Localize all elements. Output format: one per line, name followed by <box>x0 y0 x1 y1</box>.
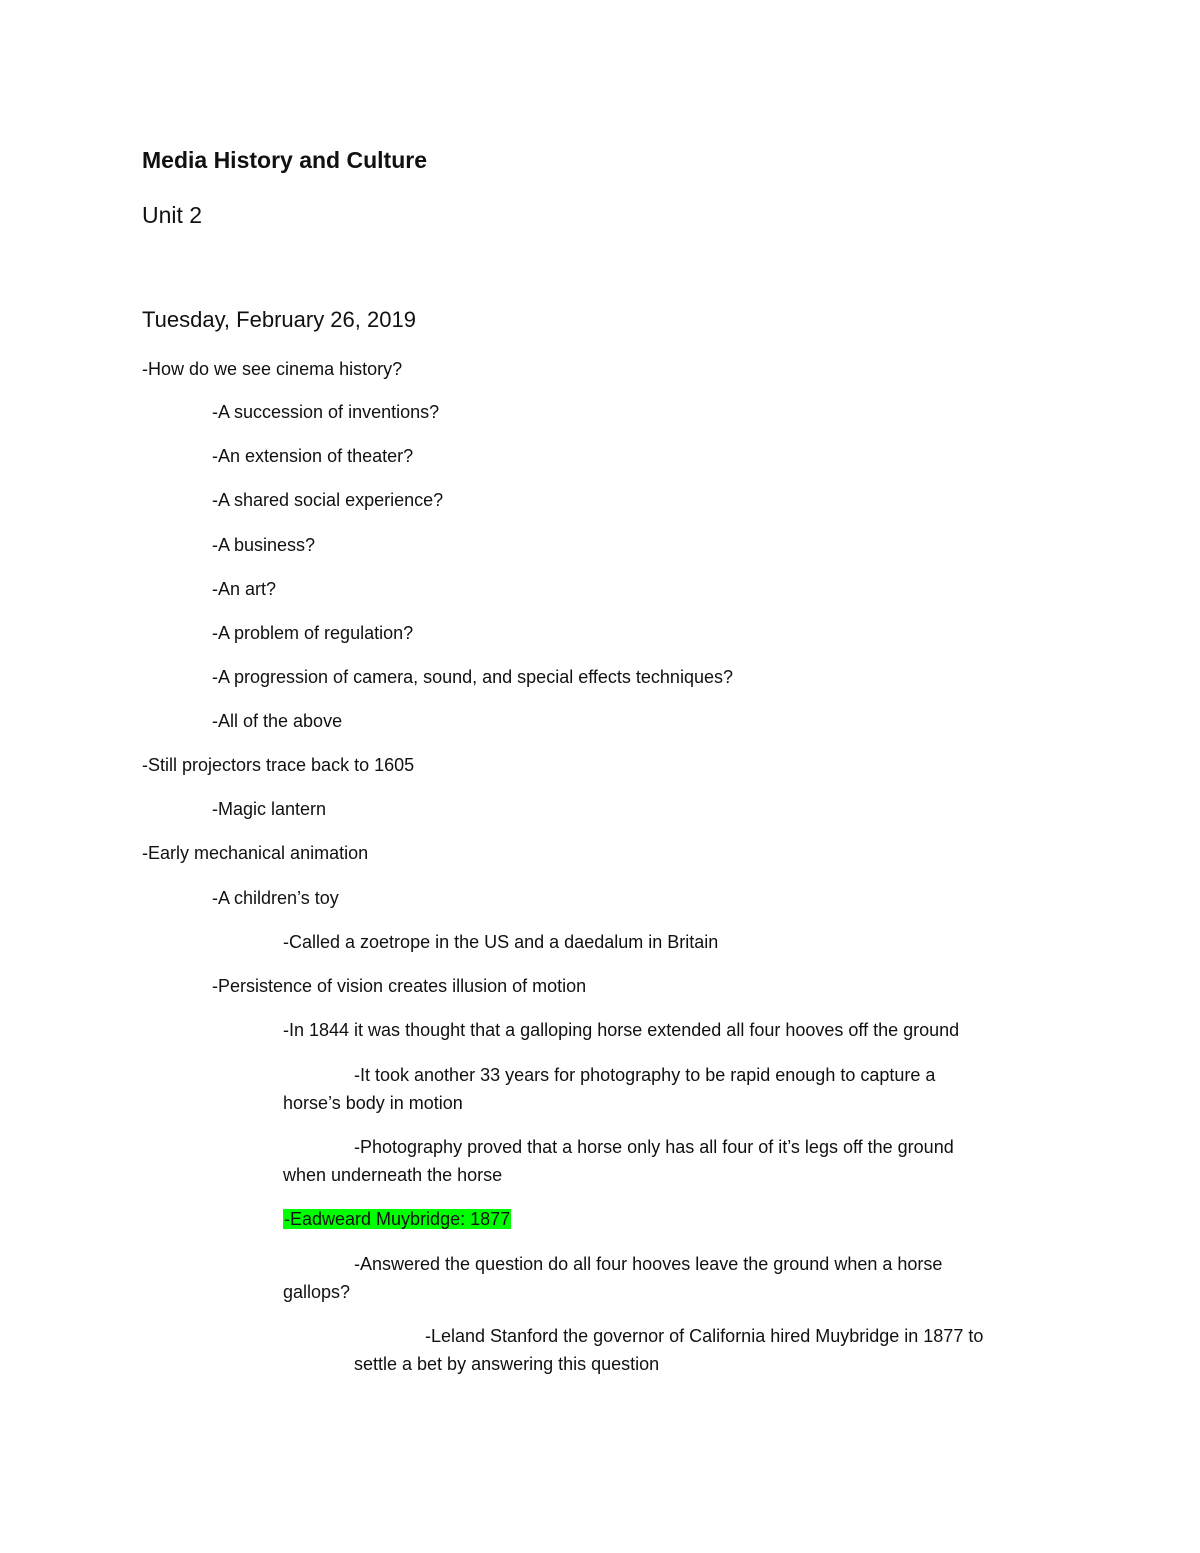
note-muybridge <box>283 1205 511 1233</box>
highlighted-muybridge: -Eadweard Muybridge: 1877 <box>284 1209 511 1229</box>
note-question-main: -How do we see cinema history? <box>142 359 403 379</box>
note-answered-question-line2: gallops? <box>283 1282 351 1302</box>
note-question-4: -A business? <box>212 535 316 555</box>
note-took-33-years-line2: horse’s body in motion <box>283 1093 463 1113</box>
note-question-6: -A problem of regulation? <box>212 623 414 643</box>
note-zoetrope: -Called a zoetrope in the US and a daedalum in Britain <box>283 932 719 952</box>
note-horse-1844: -In 1844 it was thought that a galloping horse extended all four hooves off the ground <box>283 1020 960 1040</box>
note-early-animation: -Early mechanical animation <box>142 843 369 863</box>
note-stanford <box>354 1322 983 1378</box>
document-title: Media History and Culture <box>142 147 427 173</box>
note-answered-question-line1: -Answered the question do all four hooves leave the ground when a horse <box>354 1254 943 1274</box>
note-still-projectors: -Still projectors trace back to 1605 <box>142 755 415 775</box>
note-question-3: -A shared social experience? <box>212 490 444 510</box>
unit-heading: Unit 2 <box>142 202 203 228</box>
note-question-1: -A succession of inventions? <box>212 402 440 422</box>
note-question-7: -A progression of camera, sound, and special effects techniques? <box>212 667 733 687</box>
note-persistence: -Persistence of vision creates illusion of motion <box>212 976 587 996</box>
date-heading: Tuesday, February 26, 2019 <box>142 307 416 332</box>
note-photography-proved-line2: when underneath the horse <box>283 1165 503 1185</box>
note-took-33-years-line1: -It took another 33 years for photography to be rapid enough to capture a <box>354 1065 936 1085</box>
note-photography-proved-line1: -Photography proved that a horse only has all four of it’s legs off the ground <box>354 1137 954 1157</box>
note-took-33-years <box>283 1061 935 1117</box>
note-question-8: -All of the above <box>212 711 343 731</box>
note-stanford-line1: -Leland Stanford the governor of California hired Muybridge in 1877 to <box>425 1326 984 1346</box>
note-photography-proved <box>283 1133 954 1189</box>
note-answered-question <box>283 1250 942 1306</box>
note-question-5: -An art? <box>212 579 277 599</box>
note-stanford-line2: settle a bet by answering this question <box>354 1354 660 1374</box>
note-childrens-toy: -A children’s toy <box>212 888 339 908</box>
note-magic-lantern: -Magic lantern <box>212 799 327 819</box>
note-question-2: -An extension of theater? <box>212 446 414 466</box>
